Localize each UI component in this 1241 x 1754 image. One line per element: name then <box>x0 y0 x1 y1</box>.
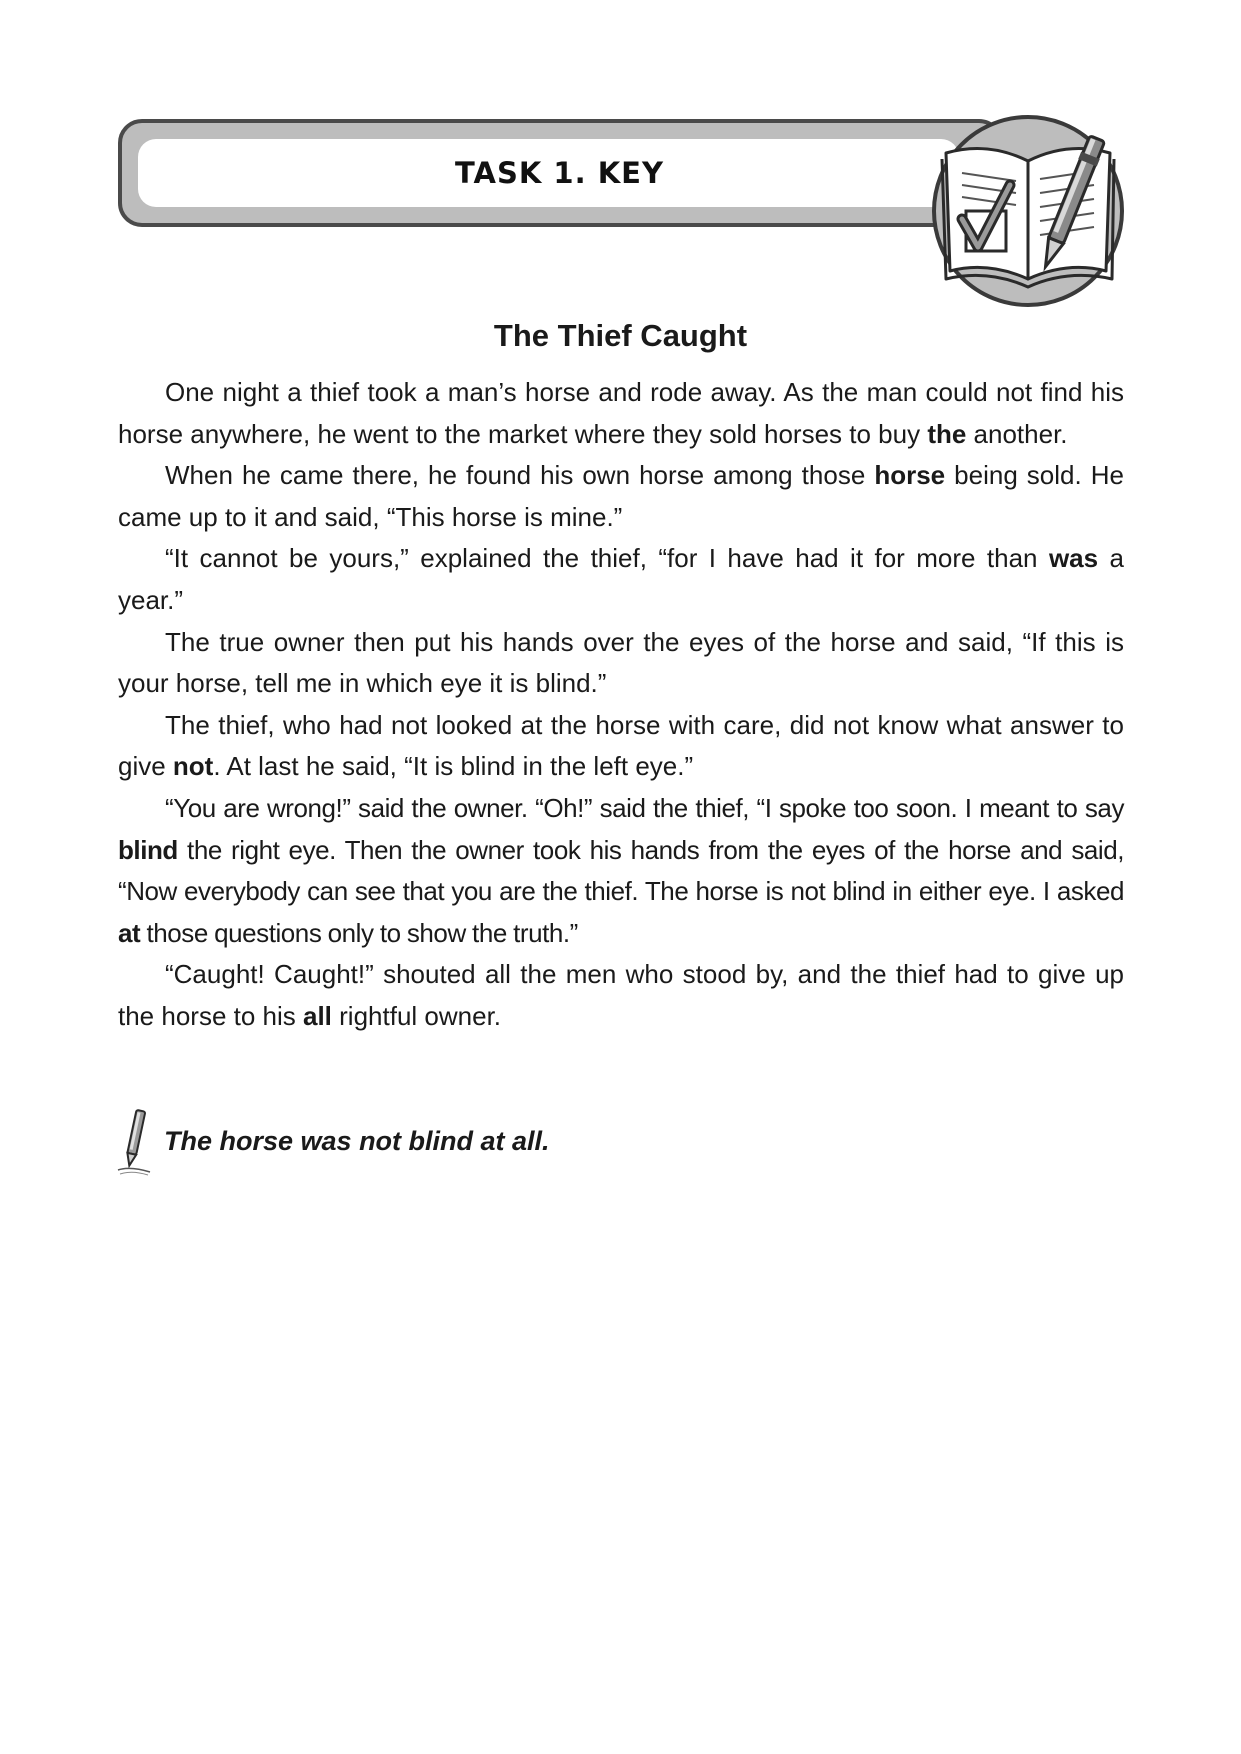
paragraph-text: a year.” <box>118 543 1124 615</box>
conclusion-text: The horse was not blind at all. <box>164 1125 550 1156</box>
conclusion <box>116 1106 550 1176</box>
task-title: TASK 1. KEY <box>454 156 664 190</box>
paragraph-text: another. <box>966 418 1068 449</box>
story-paragraph <box>118 954 1124 1037</box>
paragraph-text: those questions only to show the truth.” <box>140 917 578 948</box>
paragraph-text: being sold. He came up to it and said, “This horse is mine.” <box>118 460 1124 532</box>
paragraph-text: the right eye. Then the owner took his hands from the eyes of the horse and said, “Now everybody can see that you are the thief. The horse is not blind in either eye. I asked <box>118 834 1124 907</box>
key-answer: not <box>172 751 214 782</box>
key-answer: all <box>303 1000 332 1031</box>
paragraph-text: rightful owner. <box>331 1000 502 1031</box>
paragraph-text: “Caught! Caught!” shouted all the men who stood by, and the thief had to give up the horse to his <box>118 959 1124 1031</box>
paragraph-text: . At last he said, “It is blind in the left eye.” <box>213 751 694 782</box>
story-paragraph <box>118 705 1124 788</box>
paragraph-text: When he came there, he found his own horse among those <box>165 460 875 491</box>
task-header-inner <box>138 139 959 207</box>
story-paragraph <box>118 372 1124 455</box>
story-title: The Thief Caught <box>493 318 748 353</box>
key-answer: the <box>927 418 967 449</box>
key-answer: horse <box>874 460 946 491</box>
paragraph-text: “You are wrong!” said the owner. “Oh!” said the thief, “I spoke too soon. I meant to say <box>165 792 1124 823</box>
paragraph-text: The thief, who had not looked at the horse with care, did not know what answer to give <box>118 709 1124 782</box>
key-answer: was <box>1048 543 1099 574</box>
paragraph-text: “It cannot be yours,” explained the thief, “for I have had it for more than <box>165 543 1049 574</box>
story-body <box>118 372 1124 1038</box>
key-answer: blind <box>118 834 178 865</box>
paragraph-text: One night a thief took a man’s horse and rode away. As the man could not find his horse anywhere, he went to the market where they sold horses to buy <box>118 377 1124 449</box>
story-paragraph <box>118 622 1124 705</box>
pen-icon <box>116 1106 152 1176</box>
key-answer: at <box>118 917 141 948</box>
paragraph-text: The true owner then put his hands over the eyes of the horse and said, “If this is your horse, tell me in which eye it is blind.” <box>118 626 1124 699</box>
story-paragraph <box>118 455 1124 538</box>
story-paragraph <box>118 788 1124 954</box>
story-paragraph <box>118 538 1124 621</box>
task-header-banner <box>118 119 1003 227</box>
book-with-checkmark-and-pen-icon <box>928 111 1128 311</box>
